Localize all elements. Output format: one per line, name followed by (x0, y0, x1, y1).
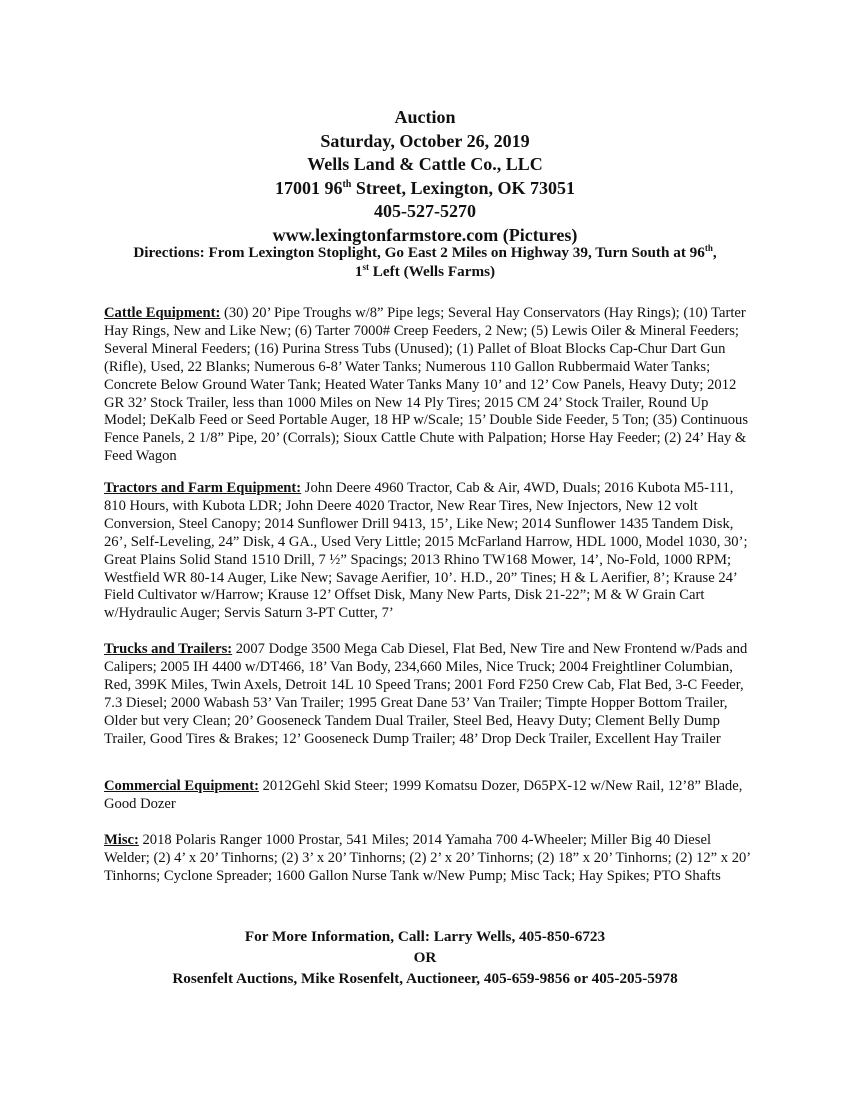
section-label: Misc: (104, 832, 139, 848)
auction-date: Saturday, October 26, 2019 (320, 130, 530, 151)
directions-left-ordinal: st (362, 261, 369, 272)
section-label: Trucks and Trailers: (104, 641, 233, 657)
section-trucks-trailers (104, 641, 754, 748)
section-text: 2018 Polaris Ranger 1000 Prostar, 541 Miles; 2014 Yamaha 700 4-Wheeler; Miller Big 40 Diesel Welder; (2) 4’ x 20’ Tinhorns; (2) 3’ x 20’ Tinhorns; (2) 2’ x 20’ Tinhorns; (2) 18” x 20’ Tinhorns; (2) 12” x 20’ Tinhorns; Cyclone Spreader; 1600 Gallon Nurse Tank w/New Pump; Misc Tack; Hay Spikes; PTO Shafts (104, 832, 751, 884)
section-text: 2012Gehl Skid Steer; 1999 Komatsu Dozer, D65PX-12 w/New Rail, 12’8” Blade, Good Dozer (104, 778, 743, 812)
section-label: Tractors and Farm Equipment: (104, 480, 302, 496)
section-text: (30) 20’ Pipe Troughs w/8” Pipe legs; Several Hay Conservators (Hay Rings); (10) Tarter Hay Rings, New and Like New; (6) Tarter 7000# Creep Feeders, 2 New; (5) Lewis Oiler & Mineral Feeders; Several Mineral Feeders; (16) Purina Stress Tubs (Unused); (1) Pallet of Bloat Blocks Cap-Chur Dart Gun (Rifle), Used, 22 Blanks; Numerous 6-8’ Water Tanks; Numerous 110 Gallon Rubbermaid Water Tanks; Concrete Below Ground Water Tank; Heated Water Tanks Many 10’ and 12’ Cow Panels, Heavy Duty; 2012 GR 32’ Stock Trailer, less than 1000 Miles on New 14 Ply Tires; 2015 CM 24’ Stock Trailer, Round Up Model; DeKalb Feed or Seed Portable Auger, 18 HP w/Scale; 15’ Double Side Feeder, 5 Ton; (35) Continuous Fence Panels, 2 1/8” Pipe, 20’ (Corrals); Sioux Cattle Chute with Palpation; Horse Hay Feeder; (2) 24’ Hay & Feed Wagon (104, 305, 749, 465)
address-number: 17001 96 (274, 177, 343, 198)
section-misc (104, 832, 754, 886)
section-label: Cattle Equipment: (104, 305, 221, 321)
section-commercial-equipment (104, 778, 754, 814)
directions-left-number: 1 (354, 263, 363, 280)
company-name: Wells Land & Cattle Co., LLC (307, 154, 543, 174)
address-ordinal: th (342, 178, 352, 190)
section-text: John Deere 4960 Tractor, Cab & Air, 4WD, Duals; 2016 Kubota M5-111, 810 Hours, with Kubota LDR; John Deere 4020 Tractor, New Rear Tires, New Injectors, New 12 volt Conversion, Steel Canopy; 2014 Sunflower Drill 9413, 15’, Like New; 2014 Sunflower 1435 Tandem Disk, 26’, Self-Leveling, 24” Disk, 4 GA., Used Very Little; 2015 McFarland Harrow, HDL 1000, Model 1030, 30’; Great Plains Solid Stand 1510 Drill, 7 ½” Spacings; 2013 Rhino TW168 Mower, 14’, No-Fold, 1000 RPM; Westfield WR 80-14 Auger, Like New; Savage Aerifier, 10’. H.D., 20” Tines; H & L Aerifier, 8’; Krause 24’ Field Cultivator w/Harrow; Krause 12’ Offset Disk, Many New Parts, Disk 21-22”; M & W Grain Cart w/Hydraulic Auger; Servis Saturn 3-PT Cutter, 7’ (104, 480, 748, 622)
contact-footer (0, 926, 850, 989)
directions-ordinal: th (704, 242, 713, 253)
contact-line-rosenfelt: Rosenfelt Auctions, Mike Rosenfelt, Auctioneer, 405-659-9856 or 405-205-5978 (172, 970, 678, 987)
address (0, 177, 850, 201)
directions-line-2 (80, 262, 770, 281)
website: www.lexingtonfarmstore.com (Pictures) (272, 224, 578, 245)
section-label: Commercial Equipment: (104, 778, 259, 794)
directions-text: Directions: From Lexington Stoplight, Go East 2 Miles on Highway 39, Turn South at 96 (133, 244, 705, 261)
auction-header (0, 106, 850, 247)
section-text: 2007 Dodge 3500 Mega Cab Diesel, Flat Bed, New Tire and New Frontend w/Pads and Calipers; 2005 IH 4400 w/DT466, 18’ Van Body, 234,660 Miles, Nice Truck; 2004 Freightliner Columbian, Red, 399K Miles, Twin Axels, Detroit 14L 10 Speed Trans; 2001 Ford F250 Crew Cab, Flat Bed, 3-C Feeder, 7.3 Diesel; 2000 Wabash 53’ Van Trailer; 1995 Great Dane 53’ Van Trailer; Timpte Hopper Bottom Trailer, Older but very Clean; 20’ Gooseneck Tandem Dual Trailer, Steel Bed, Heavy Duty; Clement Belly Dump Trailer, Good Tires & Brakes; 12’ Gooseneck Dump Trailer; 48’ Drop Deck Trailer, Excellent Hay Trailer (104, 641, 748, 747)
contact-line-wells: For More Information, Call: Larry Wells, 405-850-6723 (244, 928, 606, 945)
phone-number: 405-527-5270 (374, 201, 476, 221)
directions-line-1 (80, 243, 770, 262)
section-tractors-farm-equipment (104, 480, 754, 623)
address-street: Street, Lexington, OK 73051 (351, 177, 576, 198)
directions-comma: , (712, 244, 717, 261)
contact-or: OR (413, 949, 437, 966)
auction-title: Auction (394, 107, 456, 127)
directions (80, 243, 770, 281)
directions-left-text: Left (Wells Farms) (368, 263, 496, 280)
section-cattle-equipment (104, 305, 754, 466)
